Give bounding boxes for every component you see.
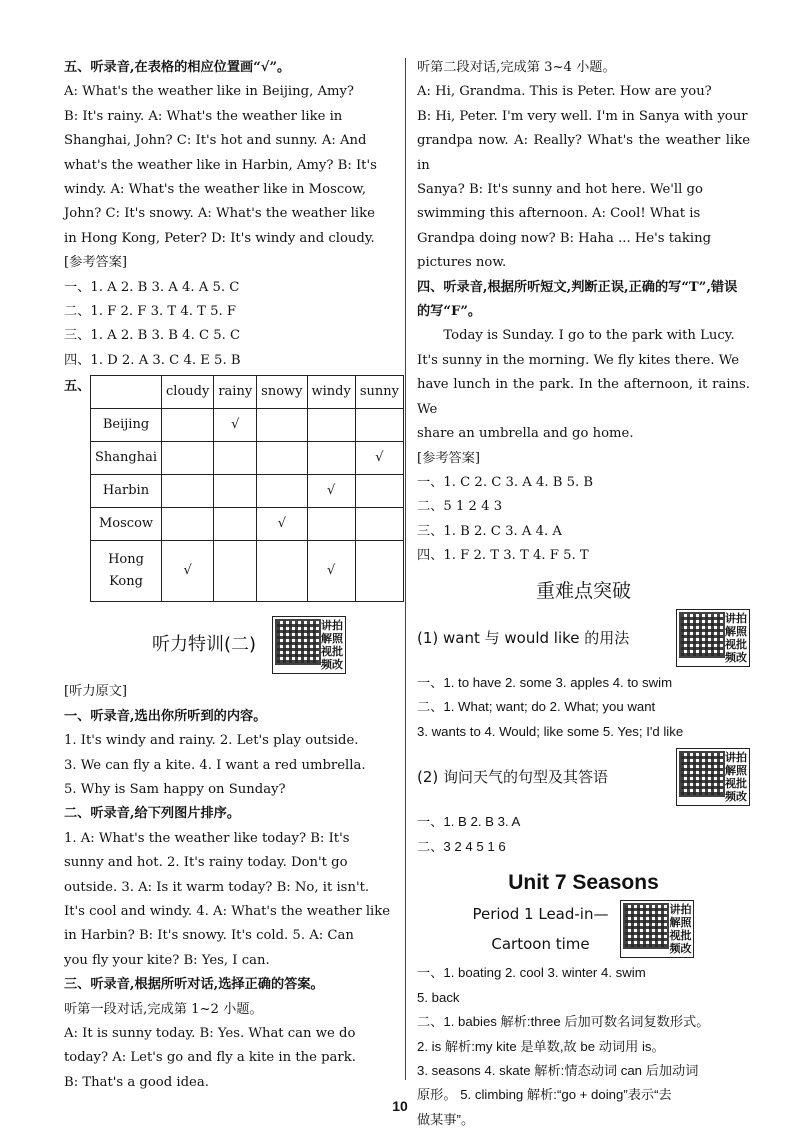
qr-caption [669,903,691,955]
dialogue2-line: pictures now. [417,255,507,271]
qr-char: 解 [321,632,333,646]
qr-char: 解 [669,916,681,930]
qr-char: 拍 [332,619,344,633]
header-cell: sunny [355,376,403,409]
qr-char: 视 [669,929,681,943]
check-cell [214,475,257,508]
qr-char: 视 [725,637,736,651]
header-cell: rainy [214,376,257,409]
weather-table [90,375,404,602]
period-title [473,899,609,959]
qr-char: 批 [736,637,747,651]
check-cell [214,508,257,541]
part2-line: outside. 3. A: Is it warm today? B: No, it isn't. [64,879,370,895]
table-corner [91,376,162,409]
qr-caption [321,619,343,671]
table-header-row [91,376,404,409]
topic1-answer: 二、1. What; want; do 2. What; you want [417,699,656,715]
qr-char: 拍 [736,611,747,625]
answer-label: [参考答案] [64,255,128,271]
qr-char: 解 [725,624,736,638]
script-line: in Hong Kong, Peter? D: It's windy and cloudy. [64,230,375,246]
part2-line: It's cool and windy. 4. A: What's the weather like [64,903,391,919]
check-cell: √ [214,409,257,442]
qr-char: 频 [669,942,681,956]
passage-line: share an umbrella and go home. [417,426,634,442]
topic2-title: (2) 询问天气的句型及其答语 [417,767,609,786]
table-row [91,541,404,602]
breakthrough-title: 重难点突破 [535,579,631,602]
dialogue2-line: Sanya? B: It's sunny and hot here. We'll go [417,182,703,198]
check-cell [257,442,307,475]
qr-char: 改 [736,790,747,804]
period-line: Period 1 Lead-in— [472,905,609,924]
part2-line: in Harbin? B: It's snowy. It's cold. 5. A: Can [64,928,354,944]
qr-char: 批 [680,929,692,943]
answer-line: 二、1. F 2. F 3. T 4. T 5. F [64,304,237,320]
script-line: B: It's rainy. A: What's the weather like in [64,108,343,124]
check-cell [257,475,307,508]
part3-heading: 三、听录音,根据所听对话,选择正确的答案。 [64,977,324,993]
qr-caption [725,612,747,664]
check-cell: √ [162,541,214,602]
period-line: Cartoon time [491,935,590,954]
check-cell: √ [257,508,307,541]
check-cell [162,475,214,508]
qr-char: 视 [321,645,333,659]
header-cell: snowy [257,376,307,409]
check-cell [257,541,307,602]
check-cell [162,409,214,442]
answer-list [64,276,394,374]
part1-item: 3. We can fly a kite. 4. I want a red umbrella. [64,757,366,773]
check-cell: √ [355,442,403,475]
header-cell: windy [307,376,355,409]
topic2-answer: 一、1. B 2. B 3. A [417,814,521,830]
check-cell [257,409,307,442]
unit-answer: 原形。 5. climbing 解析:“go + doing”表示“去 [417,1087,672,1103]
check-cell [307,508,355,541]
qr-code-block[interactable] [272,616,346,674]
qr-char: 照 [736,624,747,638]
topic1-header [417,609,750,667]
qr-char: 频 [725,650,736,664]
check-cell [214,541,257,602]
unit-answer: 做某事”。 [417,1111,475,1127]
left-column [64,56,399,1095]
qr-char: 拍 [736,751,747,765]
qr-char: 批 [332,645,344,659]
qr-code-icon [679,751,725,797]
answer-line: 三、1. A 2. B 3. B 4. C 5. C [64,328,241,344]
part3-line: today? A: Let's go and fly a kite in the park. [64,1050,356,1066]
qr-char: 讲 [725,611,736,625]
column-divider [405,58,406,1080]
city-cell: Moscow [91,508,162,541]
answer-label: [参考答案] [417,450,481,466]
section2-header [104,616,394,674]
dialogue2-line: grandpa now. A: Really? What's the weather like in [417,133,750,173]
part1-item: 5. Why is Sam happy on Sunday? [64,781,286,797]
period-header [417,899,750,959]
city-cell: Beijing [91,409,162,442]
answer-line: 一、1. A 2. B 3. A 4. A 5. C [64,279,240,295]
unit-answer: 3. seasons 4. skate 解析:情态动词 can 后加动词 [417,1063,699,1078]
qr-char: 改 [680,942,692,956]
unit-answer: 2. is 解析:my kite 是单数,故 be 动词用 is。 [417,1038,665,1054]
topic2-answer: 二、3 2 4 5 1 6 [417,838,506,854]
script-line: Shanghai, John? C: It's hot and sunny. A: And [64,133,367,149]
part2-line: 1. A: What's the weather like today? B: It's [64,830,350,846]
qr-caption [725,751,747,803]
part3-subheading: 听第一段对话,完成第 1~2 小题。 [64,1001,263,1017]
table-row [91,508,404,541]
unit-answer: 5. back [417,989,460,1005]
qr-char: 照 [680,916,692,930]
qr-code-icon [275,619,321,665]
qr-char: 改 [736,650,747,664]
qr-char: 照 [736,764,747,778]
qr-char: 批 [736,777,747,791]
qr-char: 照 [332,632,344,646]
qr-char: 讲 [725,751,736,765]
header-cell: cloudy [162,376,214,409]
topic1-title: (1) want 与 would like 的用法 [417,628,630,647]
page-number: 10 [392,1098,408,1114]
part1-item: 1. It's windy and rainy. 2. Let's play outside. [64,733,359,749]
part2-line: sunny and hot. 2. It's rainy today. Don't go [64,855,348,871]
check-cell: √ [307,541,355,602]
topic1-answer: 3. wants to 4. Would; like some 5. Yes; I'd like [417,723,684,739]
unit-answer: 一、1. boating 2. cool 3. winter 4. swim [417,965,646,981]
qr-char: 讲 [669,903,681,917]
passage-line: have lunch in the park. In the afternoon, it rains. We [417,377,750,417]
script-line: John? C: It's snowy. A: What's the weather like [64,206,375,222]
city-cell: Hong Kong [91,541,162,602]
topic2-header [417,748,750,806]
topic1-answer: 一、1. to have 2. some 3. apples 4. to swim [417,674,673,690]
check-cell [355,508,403,541]
table-row [91,442,404,475]
answer-line: 四、1. F 2. T 3. T 4. F 5. T [417,548,589,564]
check-cell [162,508,214,541]
check-cell [355,541,403,602]
original-label: [听力原文] [64,684,128,700]
qr-char: 频 [725,790,736,804]
qr-char: 拍 [680,903,692,917]
answer-line: 一、1. C 2. C 3. A 4. B 5. B [417,474,594,490]
table-row [91,409,404,442]
unit-title: Unit 7 Seasons [508,870,659,894]
check-cell [355,475,403,508]
part4-heading: 四、听录音,根据所听短文,判断正误,正确的写“T”,错误的写“F”。 [417,279,738,320]
unit-answer: 二、1. babies 解析:three 后加可数名词复数形式。 [417,1014,710,1030]
section5-heading: 五、听录音,在表格的相应位置画“√”。 [64,60,291,75]
script-line: windy. A: What's the weather like in Moscow, [64,182,367,198]
dialogue2-line: swimming this afternoon. A: Cool! What is [417,206,701,222]
city-cell: Shanghai [91,442,162,475]
qr-char: 改 [332,658,344,672]
dialogue2-line: A: Hi, Grandma. This is Peter. How are you? [417,84,712,100]
dialogue2-subheading: 听第二段对话,完成第 3~4 小题。 [417,60,616,75]
check-cell [307,442,355,475]
check-cell [307,409,355,442]
script-line: A: What's the weather like in Beijing, Amy? [64,84,355,100]
dialogue2-line: Grandpa doing now? B: Haha ... He's taking [417,230,712,246]
answer-line: 三、1. B 2. C 3. A 4. A [417,523,562,539]
passage-line: Today is Sunday. I go to the park with Lucy. [443,328,735,344]
check-cell [162,442,214,475]
qr-code-icon [623,903,669,949]
check-cell [214,442,257,475]
part2-line: you fly your kite? B: Yes, I can. [64,952,270,968]
section5-script [64,80,394,251]
qr-char: 解 [725,764,736,778]
part3-line: A: It is sunny today. B: Yes. What can we do [64,1025,356,1041]
answer-line: 二、5 1 2 4 3 [417,499,503,515]
check-cell: √ [307,475,355,508]
city-cell: Harbin [91,475,162,508]
section2-title: 听力特训(二) [151,634,257,656]
passage-line: It's sunny in the morning. We fly kites there. We [417,352,740,368]
qr-char: 视 [725,777,736,791]
right-column [417,56,750,1132]
table-row [91,475,404,508]
qr-code-block[interactable] [676,748,750,806]
answer-line: 四、1. D 2. A 3. C 4. E 5. B [64,352,241,368]
dialogue2-line: B: Hi, Peter. I'm very well. I'm in Sanya with your [417,108,748,124]
table-label: 五、 [64,379,91,395]
weather-table-block [64,375,399,602]
part2-heading: 二、听录音,给下列图片排序。 [64,806,241,822]
qr-char: 频 [321,658,333,672]
part1-heading: 一、听录音,选出你所听到的内容。 [64,708,267,724]
qr-code-block[interactable] [676,609,750,667]
part3-line: B: That's a good idea. [64,1074,209,1090]
qr-code-block[interactable] [620,900,694,958]
check-cell [355,409,403,442]
script-line: what's the weather like in Harbin, Amy? B: It's [64,157,377,173]
qr-code-icon [679,612,725,658]
qr-char: 讲 [321,619,333,633]
